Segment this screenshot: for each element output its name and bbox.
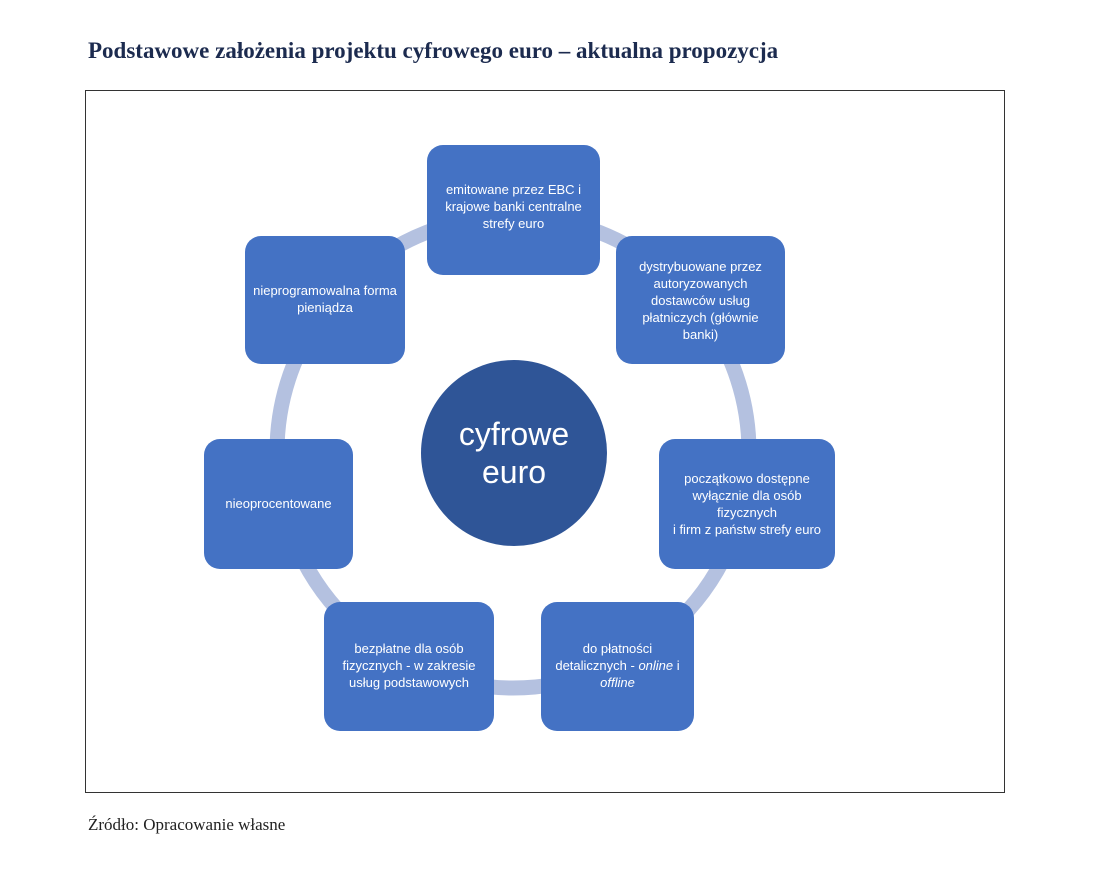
box-text: i firm z państw strefy euro [672,522,822,537]
box-text: nieoprocentowane [225,496,332,511]
center-line1: cyfrowe [458,416,570,452]
box-distributed [616,236,785,364]
center-circle [421,360,607,546]
box-text: do płatności detalicznych - [555,641,653,673]
box-retail-payments [541,602,694,731]
center-line2: euro [481,454,547,490]
box-text-online: online [638,658,674,673]
box-non-programmable [245,236,405,364]
diagram-title: Podstawowe założenia projektu cyfrowego euro – aktualna propozycja [88,38,779,63]
box-text: bezpłatne dla osób fizycznych - w zakresie usług podstawowych [342,641,476,690]
box-text: początkowo dostępne wyłącznie dla osób fizycznych [684,471,810,520]
box-text: emitowane przez EBC i krajowe banki centralne strefy euro [445,182,582,231]
box-non-interest [204,439,353,569]
box-text: dystrybuowane przez autoryzowanych dostawców usług płatniczych (głównie banki) [639,258,762,342]
box-text-offline: offline [600,675,635,690]
box-free-of-charge [324,602,494,731]
box-availability [659,439,835,569]
box-text: i [673,658,680,673]
source-note: Źródło: Opracowanie własne [88,815,286,834]
box-issued-by-ecb [427,145,600,275]
box-text: nieprogramowalna forma pieniądza [253,283,397,315]
